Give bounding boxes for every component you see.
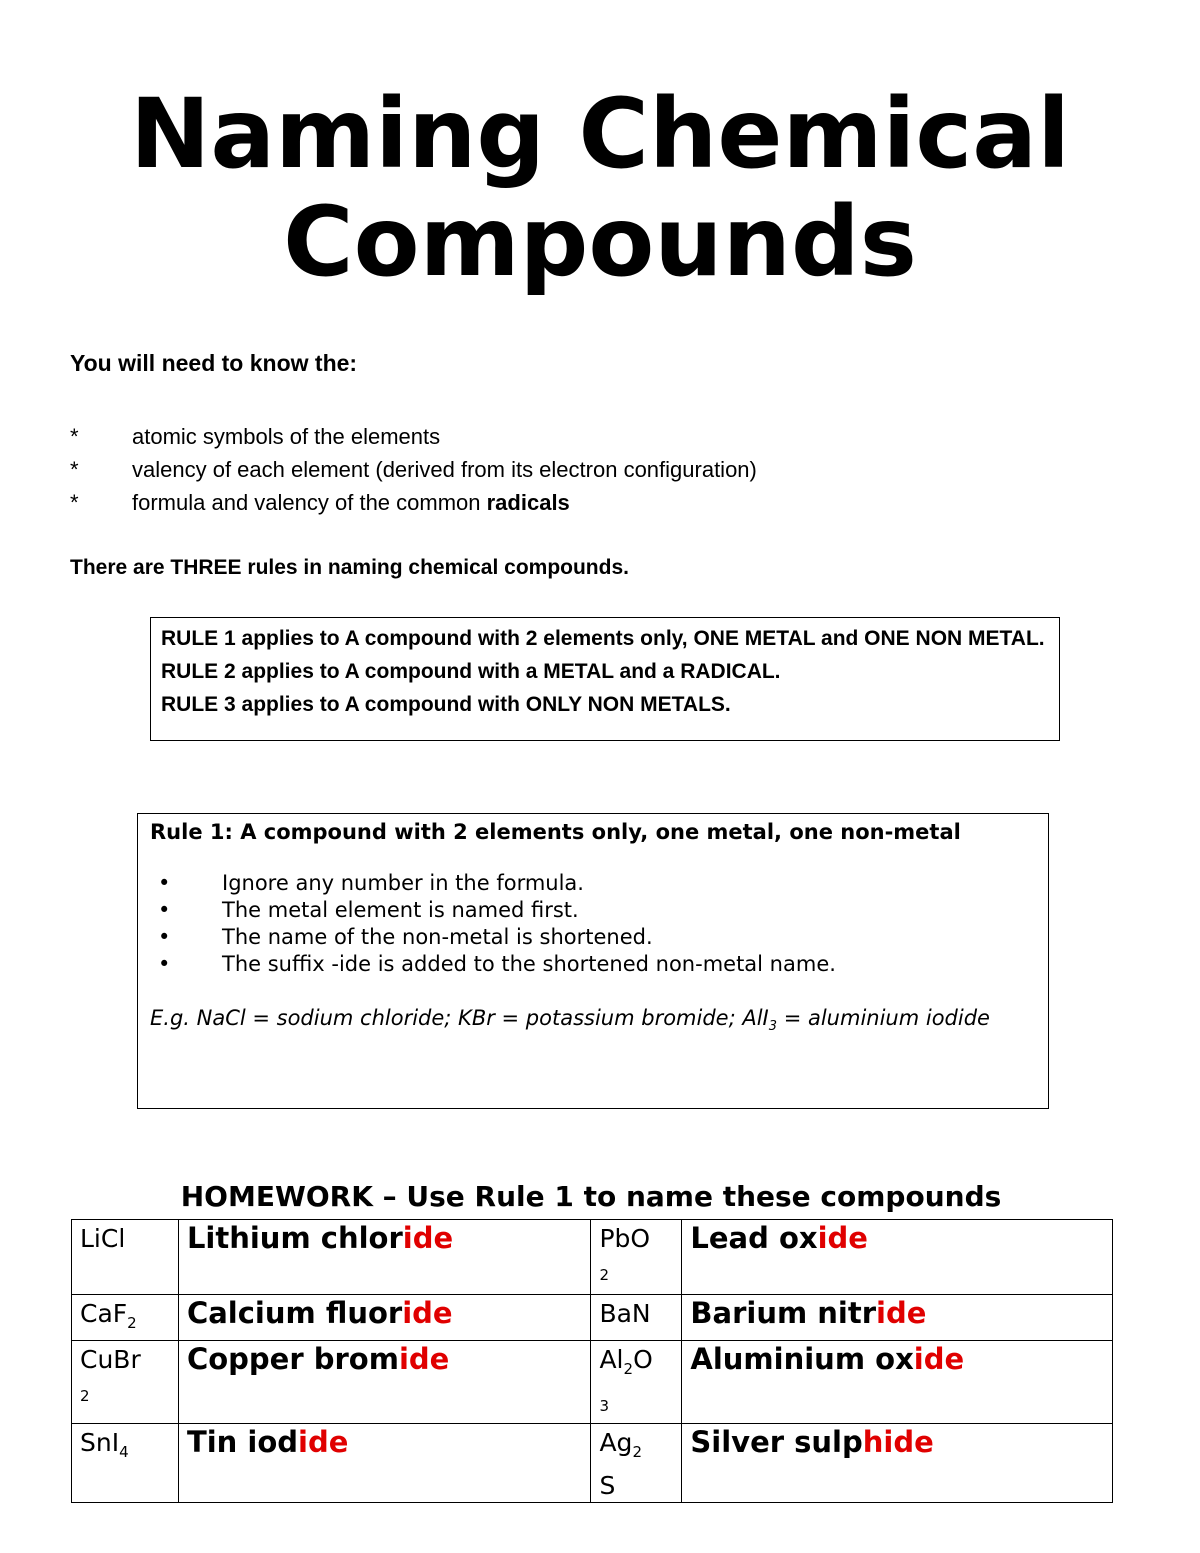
bullet-icon: • <box>158 871 171 895</box>
formula-cell: $Ag_2$ S <box>591 1424 682 1503</box>
list-item <box>70 453 757 486</box>
name-cell: Calcium fluoride <box>178 1295 591 1341</box>
list-item <box>70 486 757 519</box>
title-line-1: Naming Chemical <box>130 78 1070 190</box>
list-item-text: The metal element is named first. <box>222 898 579 922</box>
intro-heading: You will need to know the: <box>70 350 358 376</box>
suffix-highlight: hide <box>862 1425 934 1459</box>
example-subscript: 3 <box>768 1019 778 1035</box>
suffix-highlight: ide <box>817 1221 868 1255</box>
table-row <box>72 1341 1113 1424</box>
wrapped-subscript: 2 <box>599 1266 609 1284</box>
formula-cell: $Al_2O$ 3 <box>591 1341 682 1424</box>
suffix-highlight: ide <box>876 1296 927 1330</box>
name-cell: Tin iodide <box>178 1424 591 1503</box>
formula-cell: PbO 2 <box>591 1220 682 1295</box>
rule-1-example <box>150 1004 1040 1041</box>
wrapped-subscript: 2 <box>80 1387 90 1405</box>
formula-cell: CuBr 2 <box>72 1341 179 1424</box>
list-item <box>150 870 1040 897</box>
list-item <box>150 951 1040 978</box>
formula-cell: BaN <box>591 1295 682 1341</box>
wrapped-subscript: 3 <box>599 1397 609 1415</box>
bullet-icon: • <box>158 952 171 976</box>
requirements-list <box>70 420 757 519</box>
name-cell: Copper bromide <box>178 1341 591 1424</box>
wrapped-element: S <box>599 1471 616 1500</box>
list-item <box>150 924 1040 951</box>
page-title <box>0 80 1200 296</box>
list-item-text: Ignore any number in the formula. <box>222 871 584 895</box>
rule-1-heading: Rule 1: A compound with 2 elements only, one metal, one non-metal <box>150 820 961 844</box>
table-row <box>72 1220 1113 1295</box>
rule-1-points <box>150 870 1040 978</box>
list-item-text: The name of the non-metal is shortened. <box>222 925 653 949</box>
rule-2-summary: RULE 2 applies to A compound with a METAL and a RADICAL. <box>161 660 781 683</box>
asterisk-marker: * <box>70 424 79 449</box>
list-item <box>70 420 757 453</box>
rule-3-summary: RULE 3 applies to A compound with ONLY NON METALS. <box>161 693 731 716</box>
suffix-highlight: ide <box>298 1425 349 1459</box>
name-cell: Lead oxide <box>682 1220 1113 1295</box>
rule-1-summary: RULE 1 applies to A compound with 2 elements only, ONE METAL and ONE NON METAL. <box>161 627 1045 650</box>
list-item-text: The suffix -ide is added to the shortened non-metal name. <box>222 952 836 976</box>
table-row <box>72 1295 1113 1341</box>
suffix-highlight: ide <box>398 1342 450 1376</box>
homework-title: HOMEWORK – Use Rule 1 to name these compounds <box>180 1180 1002 1213</box>
bullet-icon: • <box>158 898 171 922</box>
formula-cell: LiCl <box>72 1220 179 1295</box>
asterisk-marker: * <box>70 490 79 515</box>
name-cell: Silver sulphide <box>682 1424 1113 1503</box>
suffix-highlight: ide <box>402 1221 454 1255</box>
rules-intro: There are THREE rules in naming chemical compounds. <box>70 556 629 579</box>
rule-1-details-box <box>137 813 1049 1109</box>
list-item-bold-text: radicals <box>486 490 570 515</box>
formula-cell: CaF$_2$ <box>72 1295 179 1341</box>
name-cell: Lithium chloride <box>178 1220 591 1295</box>
name-cell: Barium nitride <box>682 1295 1113 1341</box>
list-item <box>150 897 1040 924</box>
bullet-icon: • <box>158 925 171 949</box>
rules-summary-box <box>150 617 1060 741</box>
list-item-text: formula and valency of the common <box>132 490 487 515</box>
example-text-end: = aluminium iodide <box>777 1006 990 1030</box>
list-item-text: atomic symbols of the elements <box>132 424 441 449</box>
list-item-text: valency of each element (derived from its electron configuration) <box>132 457 757 482</box>
asterisk-marker: * <box>70 457 79 482</box>
title-line-2: Compounds <box>283 186 917 298</box>
example-text-start: E.g. NaCl = sodium chloride; KBr = potassium bromide; AlI <box>150 1006 769 1030</box>
suffix-highlight: ide <box>913 1342 965 1376</box>
name-cell: Aluminium oxide <box>682 1341 1113 1424</box>
suffix-highlight: ide <box>402 1296 453 1330</box>
table-row <box>72 1424 1113 1503</box>
homework-table <box>71 1219 1113 1503</box>
formula-cell: SnI$_4$ <box>72 1424 179 1503</box>
